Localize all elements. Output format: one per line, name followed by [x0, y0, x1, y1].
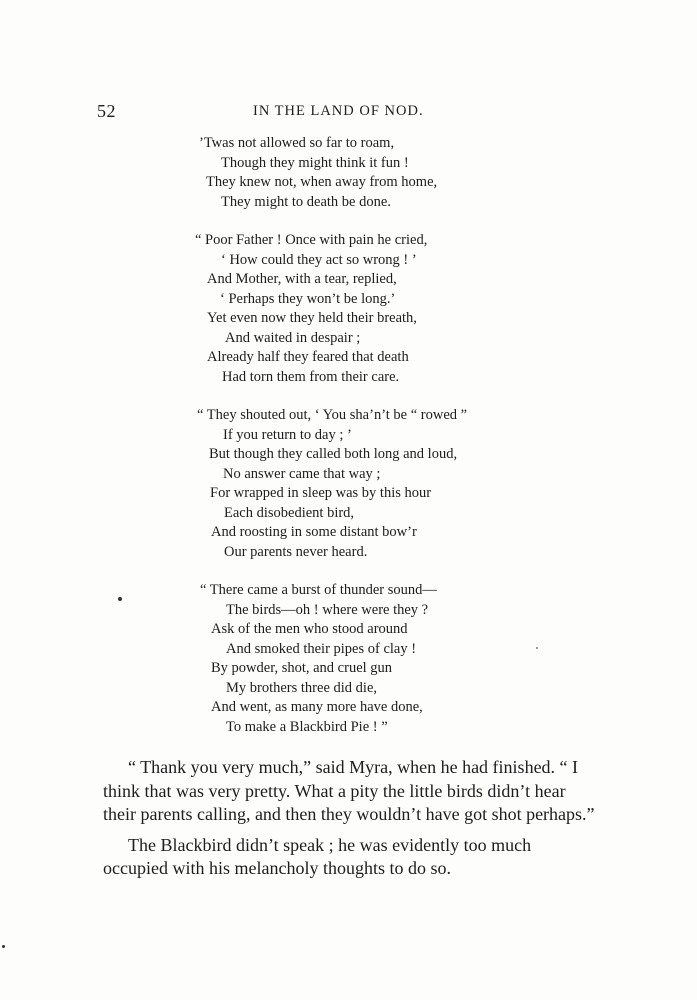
poem-line: Had torn them from their care. — [222, 368, 400, 385]
poem-line: My brothers three did die, — [226, 679, 378, 696]
poem-line: “ There came a burst of thunder sound— — [200, 582, 437, 598]
poem-line: No answer came that way ; — [223, 465, 381, 482]
poem-line: But though they called both long and loud, — [209, 446, 458, 462]
stanza — [190, 581, 520, 737]
poem-line: And Mother, with a tear, replied, — [207, 271, 397, 287]
poem-line: If you return to day ; ’ — [223, 426, 352, 443]
poem — [190, 134, 520, 756]
poem-line: Our parents never heard. — [224, 543, 368, 560]
poem-line: “ They shouted out, ‘ You sha’n’t be “ rowed ” — [197, 407, 468, 423]
poem-line: Though they might think it fun ! — [221, 154, 409, 171]
poem-line: For wrapped in sleep was by this hour — [210, 485, 432, 501]
poem-line: The birds—oh ! where were they ? — [226, 601, 429, 618]
running-head: IN THE LAND OF NOD. — [253, 103, 424, 119]
poem-line: Yet even now they held their breath, — [207, 310, 417, 326]
poem-line: And went, as many more have done, — [211, 699, 423, 715]
poem-line: ‘ How could they act so wrong ! ’ — [221, 251, 417, 268]
print-speck — [118, 597, 122, 601]
print-speck — [2, 945, 5, 948]
print-speck — [536, 647, 538, 649]
poem-line: By powder, shot, and cruel gun — [211, 660, 393, 676]
stanza — [190, 134, 520, 212]
prose-paragraph: The Blackbird didn’t speak ; he was evidently too much occupied with his melancholy thoughts to do so. — [103, 834, 532, 878]
stanza — [190, 406, 520, 562]
poem-line: And smoked their pipes of clay ! — [226, 640, 417, 657]
poem-line: “ Poor Father ! Once with pain he cried, — [195, 232, 428, 248]
poem-line: And waited in despair ; — [225, 329, 361, 346]
poem-line: And roosting in some distant bow’r — [211, 524, 417, 540]
poem-line: Ask of the men who stood around — [211, 621, 408, 637]
page-number: 52 — [97, 101, 116, 121]
stanza — [190, 231, 520, 387]
poem-line: ’Twas not allowed so far to roam, — [199, 135, 395, 151]
prose-text — [103, 756, 595, 881]
poem-line: They might to death be done. — [221, 193, 391, 210]
poem-line: They knew not, when away from home, — [206, 174, 438, 190]
poem-line: Already half they feared that death — [207, 349, 409, 365]
prose-paragraph: “ Thank you very much,” said Myra, when he had finished. “ I think that was very pretty. What a pity the little birds didn’t hear their parents calling, and then they wouldn’t have got shot perhaps.” — [103, 757, 595, 824]
poem-line: To make a Blackbird Pie ! ” — [226, 718, 388, 735]
poem-line: ‘ Perhaps they won’t be long.’ — [220, 290, 396, 307]
poem-line: Each disobedient bird, — [224, 504, 355, 521]
